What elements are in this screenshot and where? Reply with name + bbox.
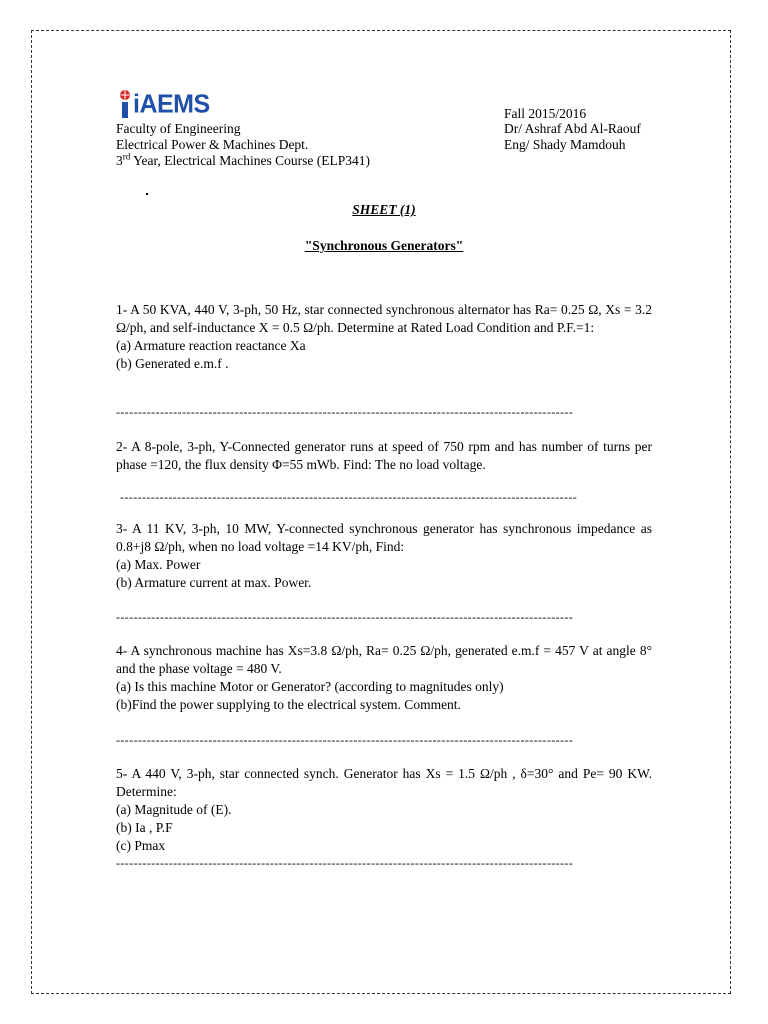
question-part: (b)Find the power supplying to the electrical system. Comment. [116,697,461,712]
question-part: (b) Ia , P.F [116,820,173,835]
year-ordinal: rd [122,151,131,162]
separator-line: -------------------------------------------------------------------------------------------------------- [116,856,574,870]
question-text: 3- A 11 KV, 3-ph, 10 MW, Y-connected synchronous generator has synchronous impedance as 0.8+j8 Ω/ph, when no load voltage =14 KV/ph, Find: [116,521,652,554]
sheet-subject: "Synchronous Generators" [304,238,464,253]
faculty-text: Faculty of Engineering [116,121,241,136]
course-line [116,153,370,169]
question-text: 2- A 8-pole, 3-ph, Y-Connected generator runs at speed of 750 rpm and has number of turns per phase =120, the flux density Φ=55 mWb. Find: The no load voltage. [116,439,652,472]
separator-line: -------------------------------------------------------------------------------------------------------- [116,733,574,747]
question-text: 5- A 440 V, 3-ph, star connected synch. Generator has Xs = 1.5 Ω/ph , δ=30° and Pe= 90 KW. Determine: [116,766,652,799]
engineer-text: Eng/ Shady Mamdouh [504,137,626,152]
question-5 [116,765,652,855]
question-4 [116,642,652,714]
year-number: 3 [116,153,123,168]
question-part: (b) Generated e.m.f . [116,356,229,371]
logo-text: iAEMS [133,89,210,119]
course-text: Year, Electrical Machines Course (ELP341) [130,153,371,168]
question-3 [116,520,652,592]
question-part: (a) Max. Power [116,557,201,572]
question-2 [116,438,652,474]
stray-dot [146,193,148,195]
question-part: (a) Armature reaction reactance Xa [116,338,306,353]
question-part: (c) Pmax [116,838,166,853]
question-text: 1- A 50 KVA, 440 V, 3-ph, 50 Hz, star connected synchronous alternator has Ra= 0.25 Ω, Xs = 3.2 Ω/ph, and self-inductance X = 0.5 Ω/ph. Determine at Rated Load Condition and P.F.=1: [116,302,652,335]
separator-line: -------------------------------------------------------------------------------------------------------- [116,405,574,419]
question-part: (b) Armature current at max. Power. [116,575,312,590]
question-text: 4- A synchronous machine has Xs=3.8 Ω/ph, Ra= 0.25 Ω/ph, generated e.m.f = 457 V at angle 8° and the phase voltage = 480 V. [116,643,652,676]
globe-icon [118,89,134,119]
question-part: (a) Is this machine Motor or Generator? (according to magnitudes only) [116,679,504,694]
separator-line: -------------------------------------------------------------------------------------------------------- [116,610,574,624]
sheet-title: SHEET (1) [352,202,416,217]
instructor-text: Dr/ Ashraf Abd Al-Raouf [504,121,641,136]
department-text: Electrical Power & Machines Dept. [116,137,309,152]
question-1 [116,301,652,373]
term-text: Fall 2015/2016 [504,106,587,121]
separator-line: -------------------------------------------------------------------------------------------------------- [120,490,578,504]
question-part: (a) Magnitude of (E). [116,802,232,817]
